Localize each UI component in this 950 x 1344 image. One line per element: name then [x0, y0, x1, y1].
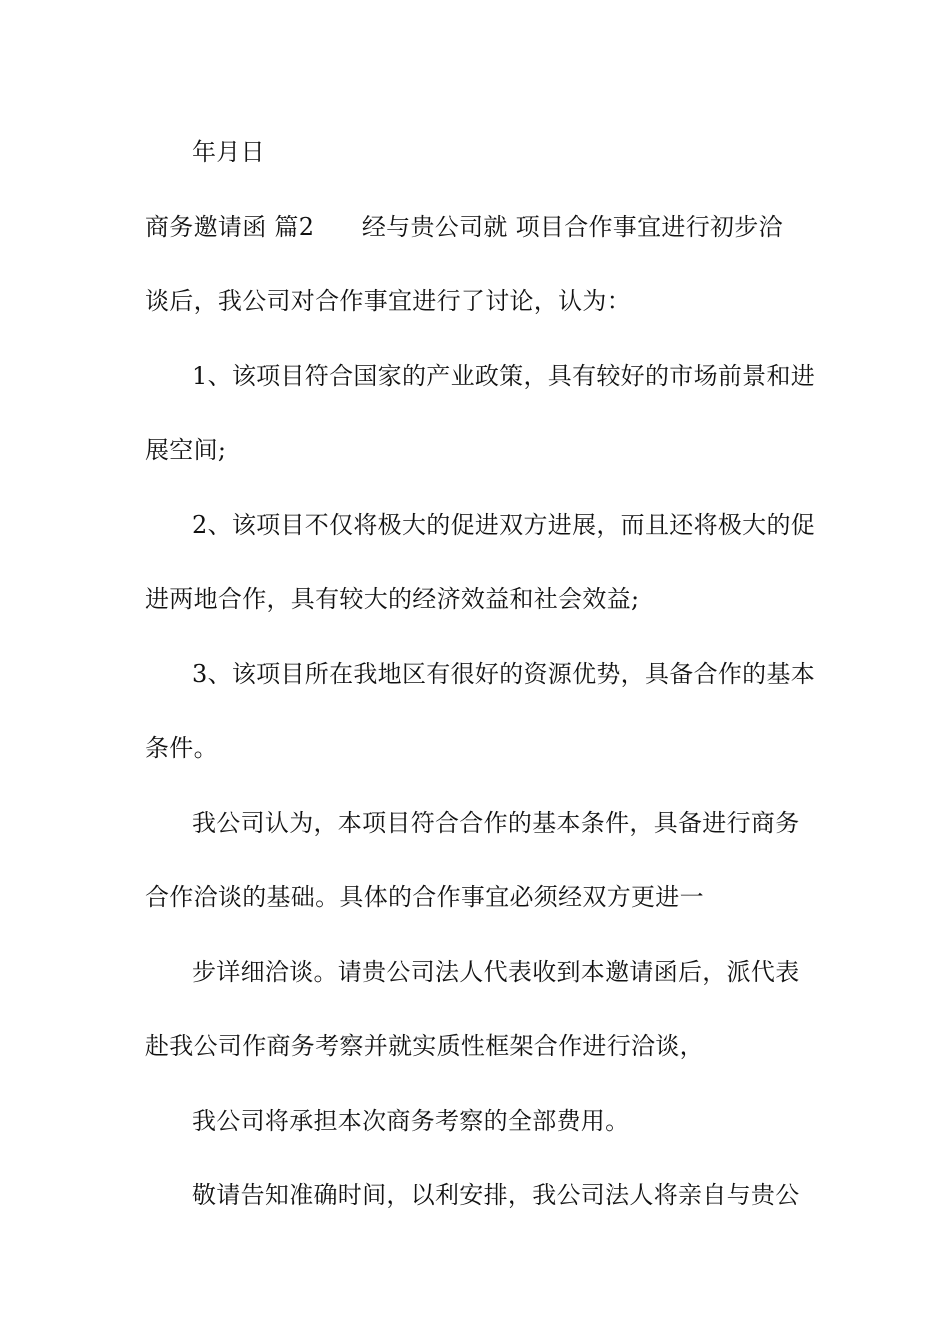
text-line: 谈后，我公司对合作事宜进行了讨论，认为： [145, 287, 631, 315]
list-item-2-line-2: 进两地合作，具有较大的经济效益和社会效益; [145, 585, 640, 613]
paragraph-line: 赴我公司作商务考察并就实质性框架合作进行洽谈， [145, 1032, 704, 1060]
list-item-1-line-2: 展空间; [145, 436, 227, 464]
list-item-1-line-1: 1、该项目符合国家的产业政策，具有较好的市场前景和进 [192, 362, 816, 390]
heading-line: 商务邀请函 篇2 经与贵公司就 项目合作事宜进行初步洽 [145, 213, 783, 241]
paragraph-line: 我公司将承担本次商务考察的全部费用。 [192, 1107, 630, 1135]
date-line: 年月日 [192, 138, 265, 166]
paragraph-line: 合作洽谈的基础。具体的合作事宜必须经双方更进一 [145, 883, 704, 911]
paragraph-line: 我公司认为，本项目符合合作的基本条件，具备进行商务 [192, 809, 800, 837]
list-item-3-line-1: 3、该项目所在我地区有很好的资源优势，具备合作的基本 [192, 660, 816, 688]
list-item-3-line-2: 条件。 [145, 734, 218, 762]
paragraph-line: 步详细洽谈。请贵公司法人代表收到本邀请函后，派代表 [192, 958, 800, 986]
paragraph-line: 敬请告知准确时间，以利安排，我公司法人将亲自与贵公 [192, 1181, 800, 1209]
list-item-2-line-1: 2、该项目不仅将极大的促进双方进展，而且还将极大的促 [192, 511, 816, 539]
